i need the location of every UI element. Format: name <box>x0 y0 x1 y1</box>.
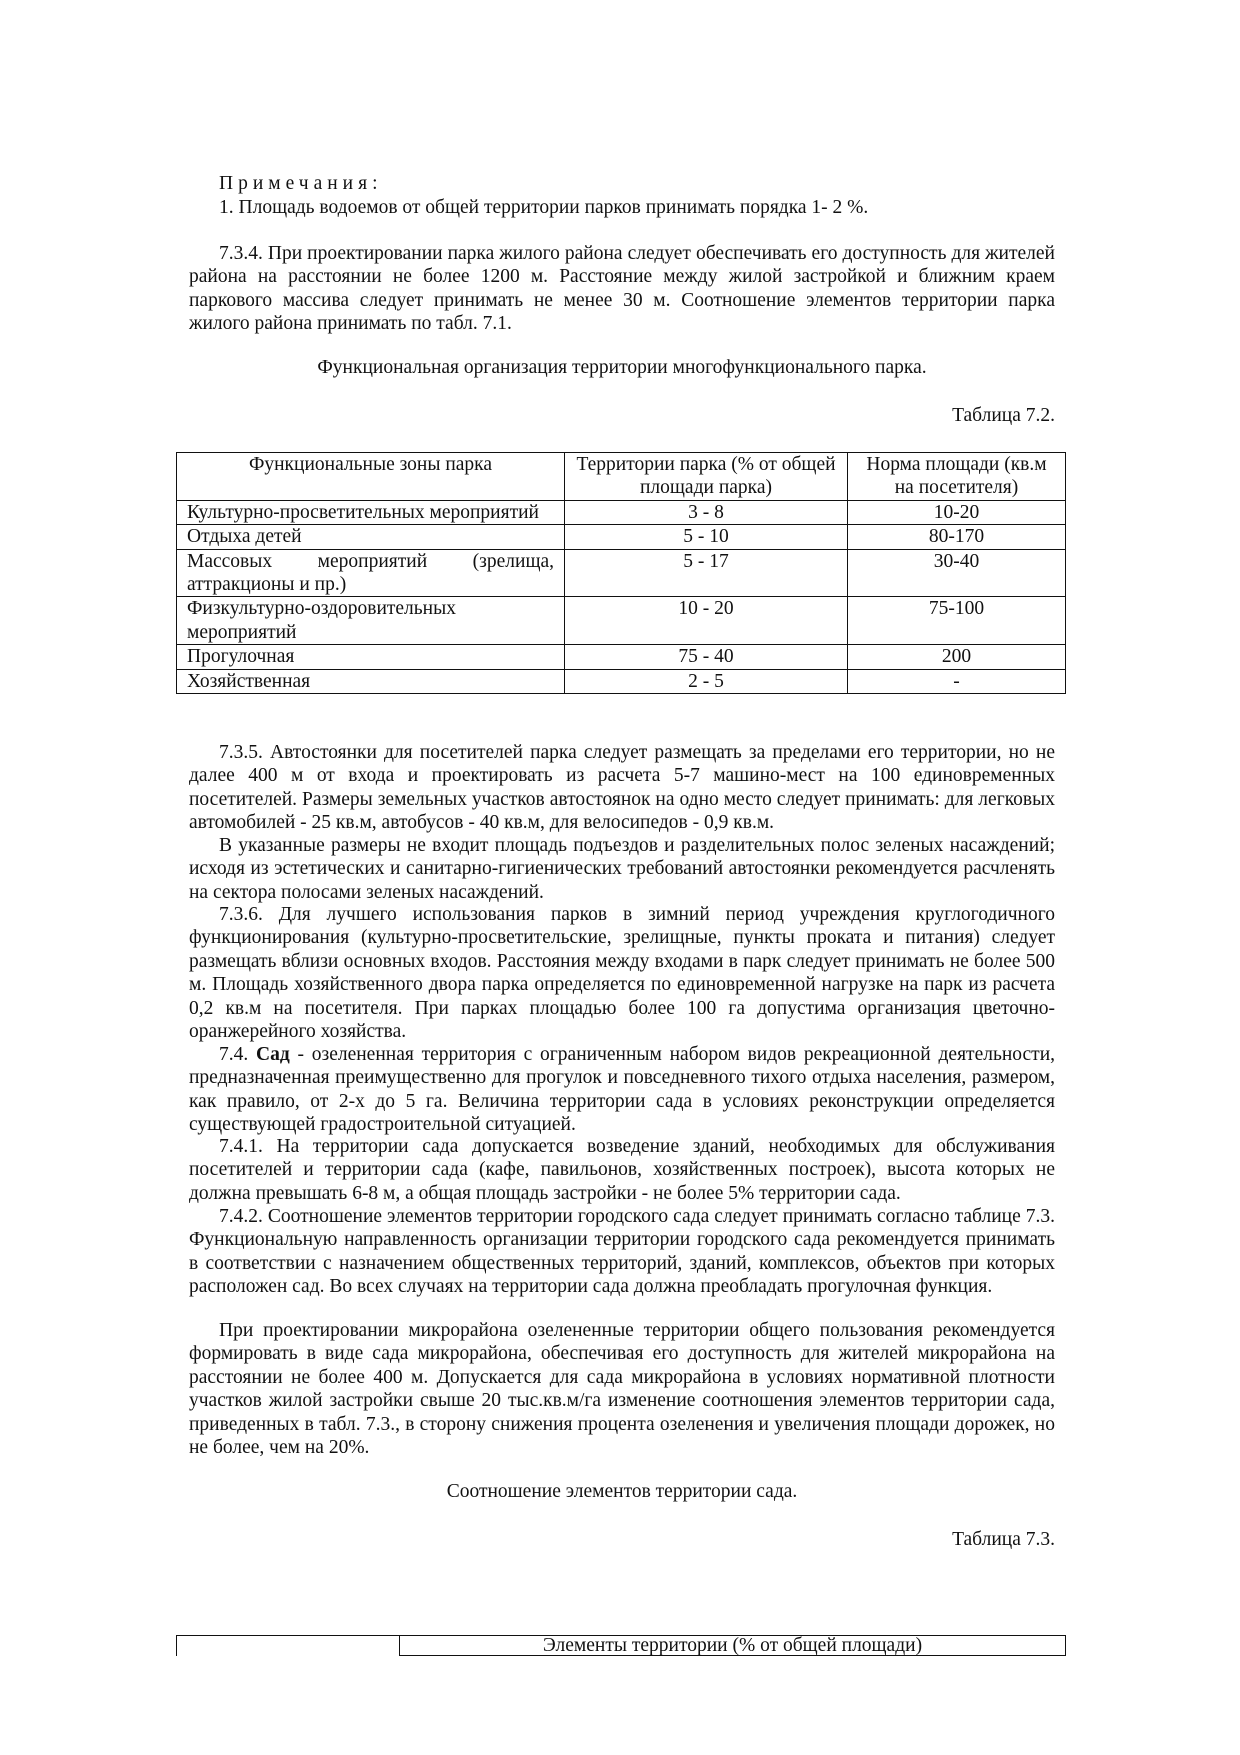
table-row <box>177 549 1066 597</box>
table-row <box>177 645 1066 669</box>
zone-cell: Отдыха детей <box>177 525 565 549</box>
paragraph-7-4 <box>189 1043 1055 1137</box>
table-7-2-label: Таблица 7.2. <box>952 405 1055 426</box>
zone-cell: Хозяйственная <box>177 669 565 693</box>
norm-cell: 30-40 <box>848 549 1066 597</box>
table-7-2 <box>176 452 1066 694</box>
share-cell: 3 - 8 <box>565 500 848 524</box>
table-7-3-caption: Соотношение элементов территории сада. <box>446 1481 798 1502</box>
share-cell: 5 - 10 <box>565 525 848 549</box>
paragraph-7-4-2: 7.4.2. Соотношение элементов территории городского сада следует принимать согласно таблице 7.3. Функциональную направленность организации территории городского сада рекомендуется принимать в соответствии с назначением общественных территорий, зданий, комплексов, объектов при которых расположен сад. Во всех случаях на территории сада должна преобладать прогулочная функция. <box>189 1206 1055 1298</box>
notes-heading: Примечания: <box>219 173 383 194</box>
zone-cell: Прогулочная <box>177 645 565 669</box>
paragraph-sizes: В указанные размеры не входит площадь подъездов и разделительных полос зеленых насаждений; исходя из эстетических и санитарно-гигиенических требований автостоянки рекомендуется расчленять на сектора полосами зеленых насаждений. <box>189 835 1055 903</box>
paragraph-microdistrict: При проектировании микрорайона озелененные территории общего пользования рекомендуется формировать в виде сада микрорайона, обеспечивая его доступность для жителей микрорайона на расстоянии не более 400 м. Допускается для сада микрорайона в условиях нормативной плотности участков жилой застройки свыше 20 тыс.кв.м/га изменение соотношения элементов территории сада, приведенных в табл. 7.3., в сторону снижения процента озеленения и увеличения площади дорожек, но не более, чем на 20%. <box>189 1320 1055 1459</box>
norm-cell: 10-20 <box>848 500 1066 524</box>
zone-cell: Массовых мероприятий (зрелища, аттракционы и пр.) <box>177 549 565 597</box>
header-zones: Функциональные зоны парка <box>177 453 565 501</box>
share-cell: 75 - 40 <box>565 645 848 669</box>
header-norm: Норма площади (кв.м на посетителя) <box>848 453 1066 501</box>
paragraph-7-3-5: 7.3.5. Автостоянки для посетителей парка следует размещать за пределами его территории, но не далее 400 м от входа и проектировать из расчета 5-7 машино-мест на 100 единовременных посетителей. Размеры земельных участков автостоянок на одно место следует принимать: для легковых автомобилей - 25 кв.м, автобусов - 40 кв.м, для велосипедов - 0,9 кв.м. <box>189 742 1055 834</box>
share-cell: 2 - 5 <box>565 669 848 693</box>
norm-cell: - <box>848 669 1066 693</box>
table-7-3-label: Таблица 7.3. <box>952 1529 1055 1550</box>
table-row <box>177 669 1066 693</box>
paragraph-7-3-4: 7.3.4. При проектировании парка жилого района следует обеспечивать его доступность для жителей района на расстоянии не более 1200 м. Расстояние между жилой застройкой и ближним краем паркового массива следует принимать не менее 30 м. Соотношение элементов территории парка жилого района принимать по табл. 7.1. <box>189 243 1055 335</box>
table-header-row <box>177 453 1066 501</box>
zone-cell: Культурно-просветительных мероприятий <box>177 500 565 524</box>
paragraph-7-3-6: 7.3.6. Для лучшего использования парков в зимний период учреждения круглогодичного функционирования (культурно-просветительские, зрелищные, пункты проката и питания) следует размещать вблизи основных входов. Расстояния между входами в парк следует принимать не более 500 м. Площадь хозяйственного двора парка определяется по единовременной нагрузке на парк из расчета 0,2 кв.м на посетителя. При парках площадью более 100 га допустима организация цветочно-оранжерейного хозяйства. <box>189 904 1055 1043</box>
note-1: 1. Площадь водоемов от общей территории парков принимать порядка 1- 2 %. <box>219 197 869 218</box>
definition-text: - озелененная территория с ограниченным набором видов рекреационной деятельности, предназначенная преимущественно для прогулок и повседневного тихого отдыха населения, размером, как правило, от 2-х до 5 га. Величина территории сада в условиях реконструкции определяется существующей градостроительной ситуацией. <box>189 1044 1056 1136</box>
norm-cell: 80-170 <box>848 525 1066 549</box>
table-7-2-caption: Функциональная организация территории многофункционального парка. <box>317 357 927 378</box>
table-row <box>177 525 1066 549</box>
table-7-3-header: Элементы территории (% от общей площади) <box>399 1635 1066 1656</box>
norm-cell: 200 <box>848 645 1066 669</box>
table-7-3-corner-cell <box>176 1635 399 1656</box>
term-garden: Сад <box>256 1044 290 1065</box>
norm-cell: 75-100 <box>848 597 1066 645</box>
table-row <box>177 500 1066 524</box>
header-share: Территории парка (% от общей площади парка) <box>565 453 848 501</box>
paragraph-7-4-1: 7.4.1. На территории сада допускается возведение зданий, необходимых для обслуживания посетителей и территории сада (кафе, павильонов, хозяйственных построек), высота которых не должна превышать 6-8 м, а общая площадь застройки - не более 5% территории сада. <box>189 1136 1055 1204</box>
zone-cell: Физкультурно-оздоровительных мероприятий <box>177 597 565 645</box>
share-cell: 5 - 17 <box>565 549 848 597</box>
table-row <box>177 597 1066 645</box>
section-number: 7.4. <box>219 1044 249 1065</box>
share-cell: 10 - 20 <box>565 597 848 645</box>
